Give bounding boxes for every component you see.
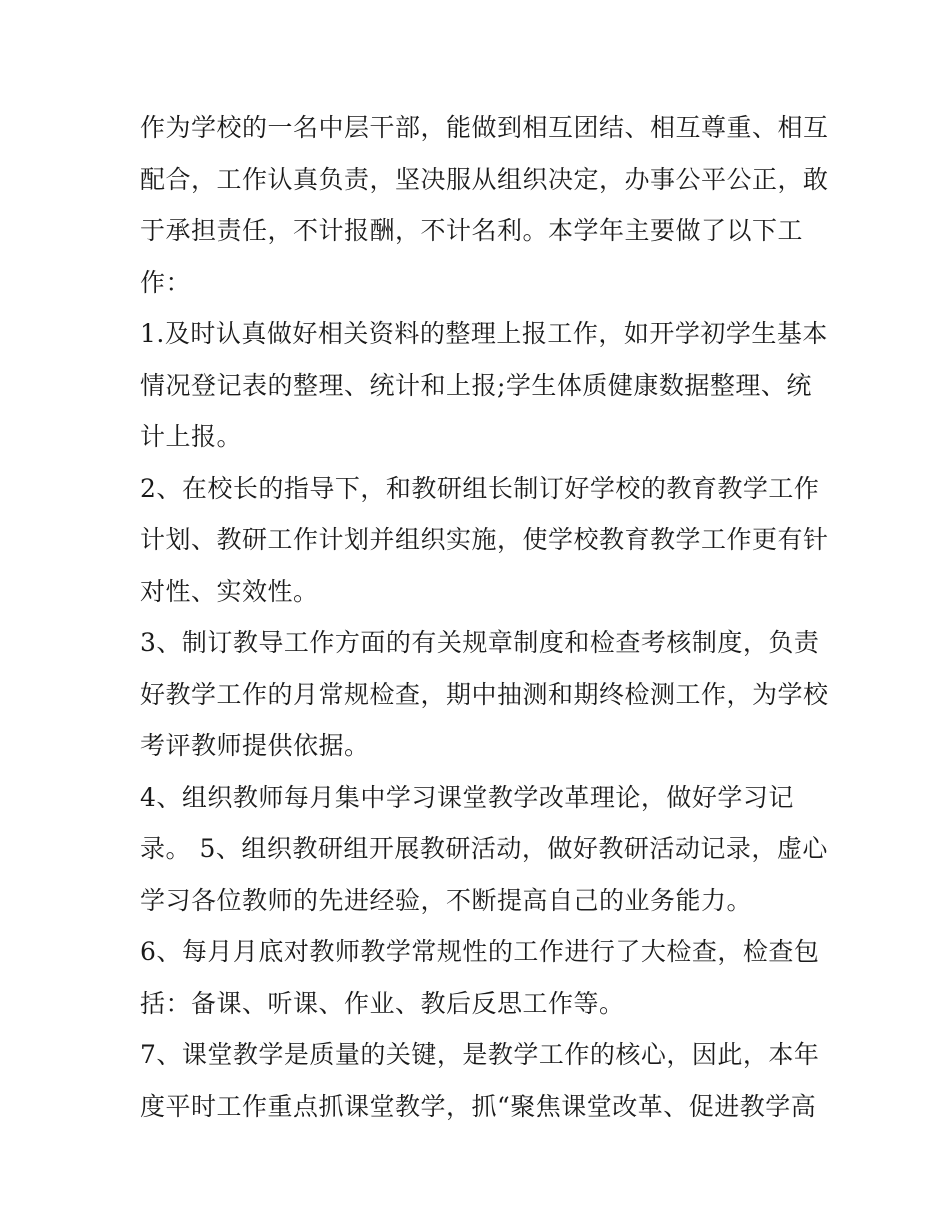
paragraph-intro [140,102,829,308]
document-body [140,102,829,1132]
paragraph-item-6 [140,926,820,1029]
text-line: 计上报。 [140,422,243,451]
text-line: 2、在校长的指导下，和教研组长制订好学校的教育教学工作 [140,473,820,503]
text-line: 4、组织教师每月集中学习课堂教学改革理论，做好学习记 [140,782,794,812]
text-line: 1.及时认真做好相关资料的整理上报工作，如开学初学生基本 [140,319,828,348]
paragraph-item-3 [140,617,829,772]
text-line: 作： [140,267,192,297]
text-line: 7、课堂教学是质量的关键，是教学工作的核心，因此，本年 [140,1040,820,1069]
text-line: 好教学工作的月常规检查，期中抽测和期终检测工作，为学校 [140,679,829,709]
paragraph-item-1 [140,308,828,463]
text-line: 计划、教研工作计划并组织实施，使学校教育教学工作更有针 [140,525,829,554]
text-line: 6、每月月底对教师教学常规性的工作进行了大检查，检查包 [140,937,820,966]
text-line: 3、制订教导工作方面的有关规章制度和检查考核制度，负责 [140,628,820,657]
paragraph-item-4-5 [140,772,828,927]
text-line: 学习各位教师的先进经验，不断提高自己的业务能力。 [140,885,753,915]
text-line: 度平时工作重点抓课堂教学，抓“聚焦课堂改革、促进教学高 [140,1091,817,1121]
text-line: 对性、实效性。 [140,576,319,606]
paragraph-item-2 [140,463,829,618]
text-line: 于承担责任，不计报酬，不计名利。本学年主要做了以下工 [140,216,804,245]
text-line: 作为学校的一名中层干部，能做到相互团结、相互尊重、相互 [140,113,829,142]
text-line: 录。 5、组织教研组开展教研活动，做好教研活动记录，虚心 [140,834,828,863]
text-line: 配合，工作认真负责，坚决服从组织决定，办事公平公正，敢 [140,164,829,194]
text-line: 括：备课、听课、作业、教后反思工作等。 [140,988,625,1018]
paragraph-item-7 [140,1029,820,1132]
text-line: 情况登记表的整理、统计和上报;学生体质健康数据整理、统 [140,370,812,400]
text-line: 考评教师提供依据。 [140,731,370,760]
